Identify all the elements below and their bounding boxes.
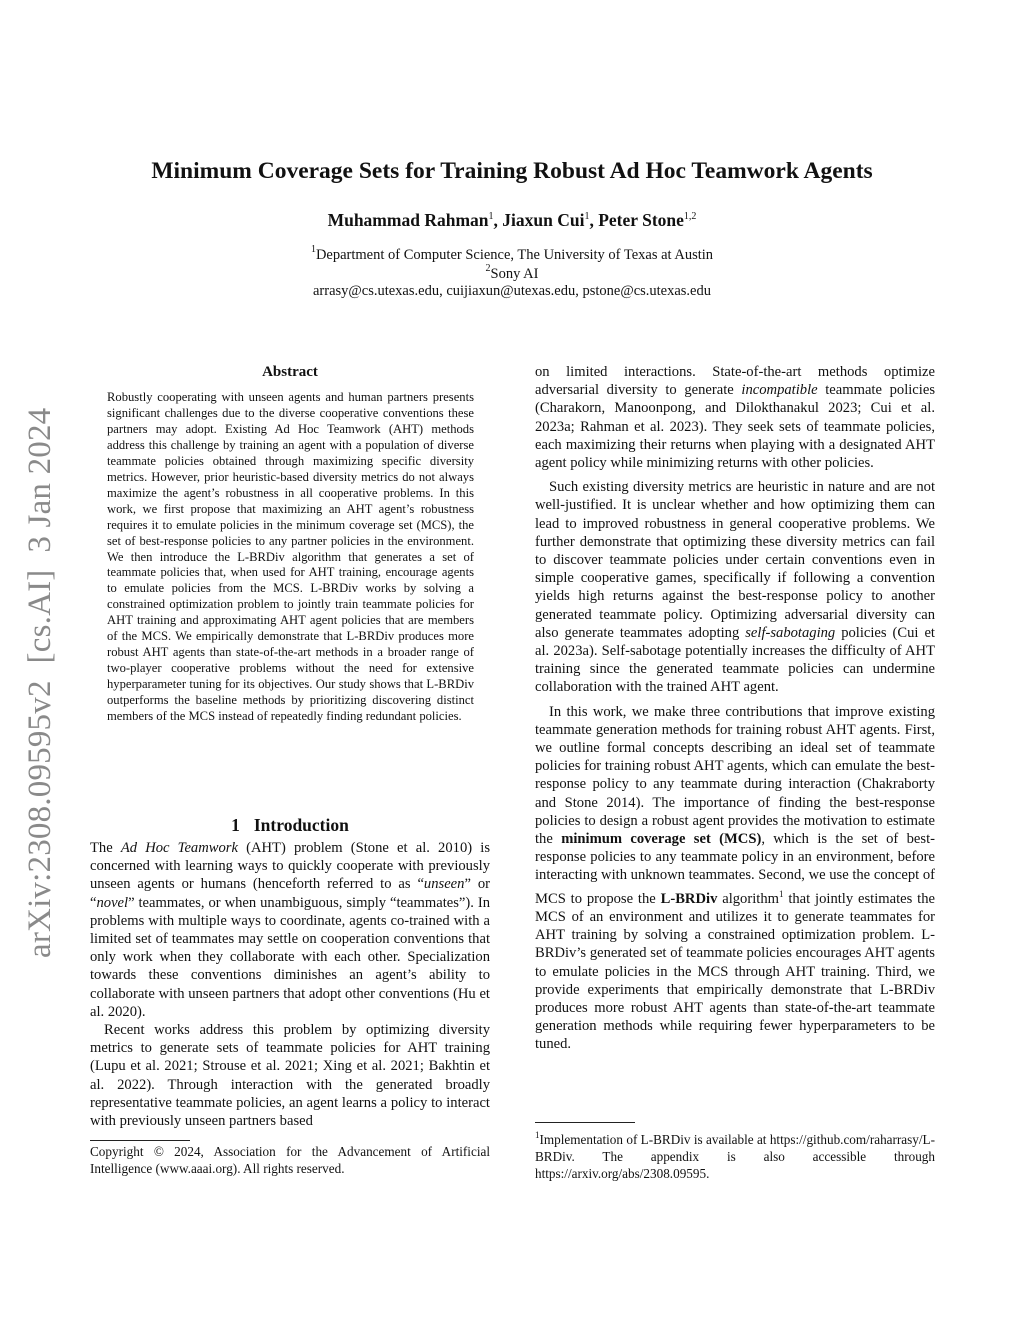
author-list: Muhammad Rahman$^1$, Jiaxun Cui$^1$, Peter Stone$^{1,2}$	[327, 210, 697, 230]
section-heading-introduction: 1 Introduction	[231, 815, 349, 835]
copyright-rule	[90, 1140, 190, 1141]
footnote-1: $^1$Implementation of L-BRDiv is available at https://github.com/raharrasy/L-BRDiv. The appendix is also accessible through https://arxiv.org/abs/2308.09595.	[535, 1130, 935, 1182]
paper-title: Minimum Coverage Sets for Training Robust Ad Hoc Teamwork Agents	[151, 158, 873, 184]
author-affiliation-mark: 1	[584, 211, 590, 222]
intro-paragraph-3: on limited interactions. State-of-the-art methods optimize adversarial diversity to generate incompatible teammate policies (Charakorn, Manoonpong, and Dilokthanakul 2023; Cui et al. 2023a; Rahman et al. 2023). They seek sets of teammate policies, each maximizing their returns when playing with a designated AHT agent policy while minimizing returns with other policies.	[535, 364, 935, 472]
author-emails: arrasy@cs.utexas.edu, cuijiaxun@utexas.edu, pstone@cs.utexas.edu	[312, 283, 711, 299]
abstract-heading: Abstract	[262, 364, 318, 380]
intro-paragraph-5: In this work, we make three contributions that improve existing teammate generation methods for training robust AHT agents. First, we outline formal concepts describing an ideal set of teammate policies for training robust AHT agents, which can emulate the best-response policy to any teammate during interaction (Chakraborty and Stone 2014). The importance of finding the best-response policies to design a robust agent provides the motivation to estimate the minimum coverage set (MCS), which is the set of best-response policies to any teammate policy in an environment, before interacting with unknown teammates. Second, we use the concept of MCS to propose the L-BRDiv algorithm$^1$ that jointly estimates the MCS of an environment and utilizes it to generate teammates for AHT training by solving a constrained optimization problem. L-BRDiv’s generated set of teammate policies encourages AHT agents to emulate policies in the MCS through AHT training. Third, we provide experiments that empirically demonstrate that L-BRDiv produces more robust AHT agents than state-of-the-art teammate generation methods while requiring fewer hyperparameters to be tuned.	[535, 703, 935, 1053]
intro-paragraph-1: The Ad Hoc Teamwork (AHT) problem (Stone et al. 2010) is concerned with learning ways to quickly cooperate with previously unseen agents or humans (henceforth referred to as “unseen” or “novel” teammates, or when unambiguous, simply “teammates”). In problems with multiple ways to coordinate, agents co-trained with a limited set of teammates may settle on cooperation conventions that only work when they collaborate with each other. Specialization towards these conventions diminishes an agent’s ability to collaborate with unseen partners that adopt other conventions (Hu et al. 2020).	[90, 840, 490, 1020]
author-name: Jiaxun Cui	[502, 210, 585, 230]
introduction-right-column	[535, 363, 935, 1054]
author-affiliation-mark: 1,2	[683, 211, 697, 222]
abstract-text: Robustly cooperating with unseen agents and human partners presents significant challenges due to the diverse cooperative conventions these partners may adopt. Existing Ad Hoc Teamwork (AHT) methods address this challenge by training an agent with a population of diverse teammate policies obtained through maximizing specific diversity metrics. However, prior heuristic-based diversity metrics do not always maximize the agent’s robustness in all cooperative problems. In this work, we first propose that maximizing an AHT agent’s robustness requires it to emulate policies in the minimum coverage set (MCS), the set of best-response policies to any partner policies in the environment. We then introduce the L-BRDiv algorithm that generates a set of teammate policies that, when used for AHT training, encourage agents to emulate policies from the MCS. L-BRDiv works by solving a constrained optimization problem to jointly train teammate policies for AHT training and approximating AHT agent policies that are members of the MCS. We empirically demonstrate that L-BRDiv produces more robust AHT agents than state-of-the-art methods in a broader range of two-player cooperative problems without the need for extensive hyperparameter tuning for its objectives. Our study shows that L-BRDiv outperforms the baseline methods by prioritizing discovering distinct members of the MCS instead of repeatedly finding redundant policies.	[107, 390, 474, 724]
introduction-left-column	[90, 839, 490, 1130]
footnote-rule	[535, 1122, 635, 1123]
intro-paragraph-2: Recent works address this problem by optimizing diversity metrics to generate sets of teammate policies for AHT training (Lupu et al. 2021; Strouse et al. 2021; Xing et al. 2021; Bakhtin et al. 2022). Through interaction with the generated broadly representative teammate policies, an agent learns a policy to interact with previously unseen partners based	[90, 1022, 490, 1130]
intro-paragraph-4: Such existing diversity metrics are heuristic in nature and are not well-justified. It is unclear whether and how optimizing them can lead to improved robustness in general cooperative problems. We further demonstrate that optimizing these diversity metrics can fail to discover teammate policies under certain conventions even in simple cooperative games, specifically if following a convention yields high returns against the best-response policy to another generated teammate policy. Optimizing adversarial diversity can also generate teammates adopting self-sabotaging policies (Cui et al. 2023a). Self-sabotage potentially increases the difficulty of AHT training since the generated teammate policies can undermine collaboration with the trained AHT agent.	[535, 479, 935, 696]
author-affiliation-mark: 1	[488, 211, 494, 222]
copyright-notice: Copyright © 2024, Association for the Advancement of Artificial Intelligence (www.aaai.org). All rights reserved.	[90, 1144, 490, 1176]
footnote-reference: 1	[778, 888, 784, 899]
author-name: Peter Stone	[598, 210, 684, 230]
arxiv-identifier: arXiv:2308.09595v2 [cs.AI] 3 Jan 2024	[22, 407, 58, 958]
affiliation-1: $^1$Department of Computer Science, The University of Texas at Austin	[310, 244, 714, 263]
affiliation-2: $^2$Sony AI	[485, 263, 539, 282]
author-name: Muhammad Rahman	[327, 210, 489, 230]
